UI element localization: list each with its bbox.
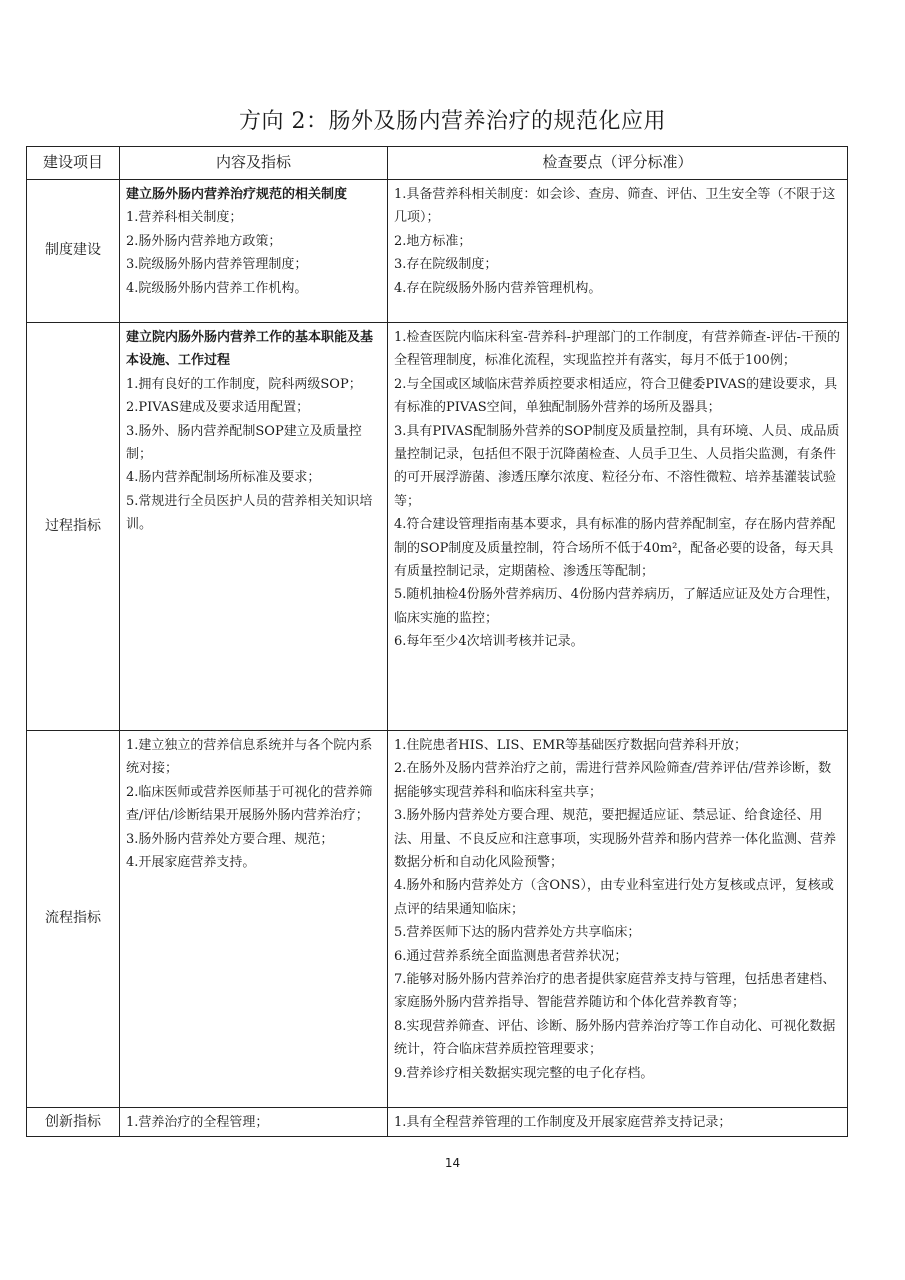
category-cell: 过程指标	[27, 323, 120, 731]
check-cell	[388, 1108, 848, 1137]
check-item: 3.肠外肠内营养处方要合理、规范，要把握适应证、禁忌证、给食途径、用法、用量、不良反应和注意事项，实现肠外营养和肠内营养一体化监测、营养数据分析和自动化风险预警；	[394, 808, 837, 871]
check-item: 3.具有PIVAS配制肠外营养的SOP制度及质量控制，具有环境、人员、成品质量控制记录，包括但不限于沉降菌检查、人员手卫生、人员指尖监测，有条件的可开展浮游菌、渗透压摩尔浓度、粒径分布、不溶性微粒、培养基灌装试验等；	[394, 423, 840, 509]
check-item: 1.检查医院内临床科室-营养科-护理部门的工作制度，有营养筛查-评估-干预的全程管理制度，标准化流程，实现监控并有落实，每月不低于100例；	[394, 330, 840, 369]
content-item: 1.营养科相关制度；	[126, 210, 243, 226]
check-item: 2.地方标准；	[394, 233, 472, 249]
check-cell	[388, 180, 848, 323]
check-item: 9.营养诊疗相关数据实现完整的电子化存档。	[394, 1065, 654, 1081]
content-item: 4.院级肠外肠内营养工作机构。	[126, 280, 308, 296]
category-cell: 流程指标	[27, 731, 120, 1108]
table-row	[27, 180, 848, 323]
check-item: 4.肠外和肠内营养处方（含ONS），由专业科室进行处方复核或点评，复核或点评的结果通知临床；	[394, 878, 834, 917]
content-item: 3.肠外、肠内营养配制SOP建立及质量控制；	[126, 423, 362, 463]
content-cell	[120, 323, 388, 731]
content-item: 1.营养治疗的全程管理；	[126, 1115, 269, 1130]
check-item: 7.能够对肠外肠内营养治疗的患者提供家庭营养支持与管理，包括患者建档、家庭肠外肠内营养指导、智能营养随访和个体化营养教育等；	[394, 972, 836, 1011]
content-heading: 建立肠外肠内营养治疗规范的相关制度	[126, 187, 348, 202]
category-cell: 制度建设	[27, 180, 120, 323]
page-title: 方向 2：肠外及肠内营养治疗的规范化应用	[239, 109, 666, 134]
check-item: 5.营养医师下达的肠内营养处方共享临床；	[394, 925, 641, 941]
content-heading: 建立院内肠外肠内营养工作的基本职能及基本设施、工作过程	[126, 330, 374, 369]
check-item: 1.具有全程营养管理的工作制度及开展家庭营养支持记录；	[394, 1115, 732, 1130]
check-item: 3.存在院级制度；	[394, 257, 498, 273]
content-item: 5.常规进行全员医护人员的营养相关知识培训。	[126, 493, 373, 533]
header-check: 检查要点（评分标准）	[388, 147, 848, 180]
content-cell	[120, 731, 388, 1108]
check-item: 2.与全国或区域临床营养质控要求相适应，符合卫健委PIVAS的建设要求，具有标准的PIVAS空间，单独配制肠外营养的场所及器具；	[394, 376, 838, 416]
page-number: 14	[444, 1156, 461, 1170]
content-item: 4.开展家庭营养支持。	[126, 855, 256, 871]
content-cell	[120, 180, 388, 323]
content-item: 3.肠外肠内营养处方要合理、规范；	[126, 831, 334, 847]
check-item: 4.符合建设管理指南基本要求，具有标准的肠内营养配制室，存在肠内营养配制的SOP制度及质量控制，符合场所不低于40m²，配备必要的设备，每天具有质量控制记录，定期菌检、渗透压等配制；	[394, 517, 836, 580]
table-row	[27, 1108, 848, 1137]
content-item: 3.院级肠外肠内营养管理制度；	[126, 257, 308, 273]
check-item: 4.存在院级肠外肠内营养管理机构。	[394, 280, 602, 296]
content-item: 2.PIVAS建成及要求适用配置；	[126, 400, 310, 416]
check-item: 1.具备营养科相关制度：如会诊、查房、筛查、评估、卫生安全等（不限于这几项）；	[394, 187, 836, 226]
header-content: 内容及指标	[120, 147, 388, 180]
content-cell	[120, 1108, 388, 1137]
table-row	[27, 731, 848, 1108]
content-item: 2.肠外肠内营养地方政策；	[126, 233, 282, 249]
table-row	[27, 323, 848, 731]
standards-table	[26, 146, 848, 1137]
check-item: 8.实现营养筛查、评估、诊断、肠外肠内营养治疗等工作自动化、可视化数据统计，符合临床营养质控管理要求；	[394, 1018, 836, 1058]
check-item: 6.通过营养系统全面监测患者营养状况；	[394, 948, 628, 964]
content-item: 2.临床医师或营养医师基于可视化的营养筛查/评估/诊断结果开展肠外肠内营养治疗；	[126, 784, 373, 824]
content-item: 1.拥有良好的工作制度，院科两级SOP；	[126, 376, 362, 392]
check-item: 5.随机抽检4份肠外营养病历、4份肠内营养病历，了解适应证及处方合理性，临床实施的监控；	[394, 587, 839, 626]
check-item: 2.在肠外及肠内营养治疗之前，需进行营养风险筛查/营养评估/营养诊断，数据能够实现营养科和临床科室共享；	[394, 761, 832, 800]
check-cell	[388, 731, 848, 1108]
content-item: 4.肠内营养配制场所标准及要求；	[126, 470, 321, 486]
category-cell: 创新指标	[27, 1108, 120, 1137]
content-item: 1.建立独立的营养信息系统并与各个院内系统对接；	[126, 738, 373, 777]
header-project: 建设项目	[27, 147, 120, 180]
check-cell	[388, 323, 848, 731]
check-item: 1.住院患者HIS、LIS、EMR等基础医疗数据向营养科开放；	[394, 738, 748, 753]
check-item: 6.每年至少4次培训考核并记录。	[394, 634, 584, 650]
table-header-row	[27, 147, 848, 180]
